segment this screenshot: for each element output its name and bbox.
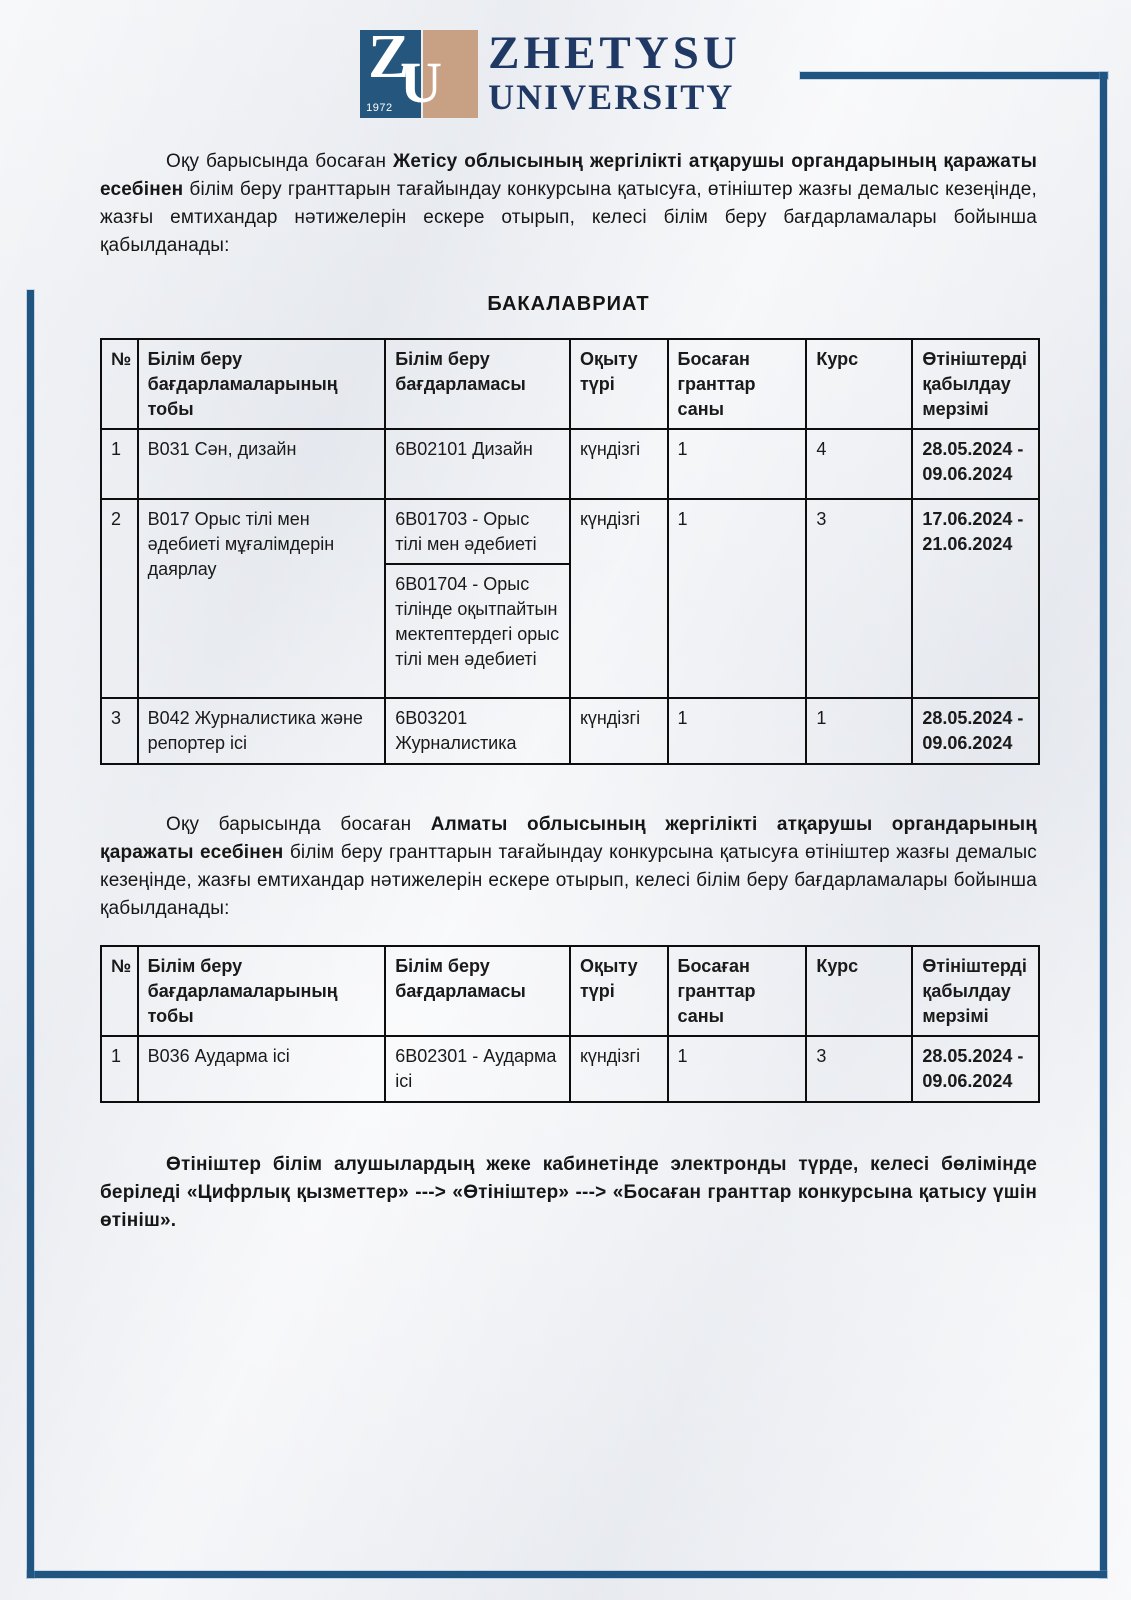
cell-program: 6B02301 - Аударма ісі [385,1036,570,1102]
cell-course: 3 [806,499,912,698]
cell-dates: 28.05.2024 - 09.06.2024 [912,1036,1039,1102]
col-header-grants-count: Босаған гранттар саны [668,946,807,1036]
university-logo-icon [360,23,478,118]
col-header-program: Білім беру бағдарламасы [385,946,570,1036]
university-name-line1: ZHETYSU [488,27,741,79]
document-content [100,0,1037,1235]
university-name [488,27,741,117]
frame-right-line [1100,72,1107,1578]
intro-paragraph-almaty [100,811,1037,923]
col-header-study-form: Оқыту түрі [570,339,668,429]
intro-2-suffix: білім беру гранттарын тағайындау конкурсына қатысуға өтініштер жазғы демалыс кезеңінде, жазғы емтихандар нәтижелерін ескере отырып, келесі білім беру бағдарламалары бойынша қабылданады: [100,842,1037,919]
col-header-num: № [101,946,138,1036]
cell-dates: 28.05.2024 - 09.06.2024 [912,429,1039,499]
table1-header-row [101,339,1039,429]
cell-program: 6B02101 Дизайн [385,429,570,499]
cell-group: B031 Сән, дизайн [138,429,386,499]
col-header-program: Білім беру бағдарламасы [385,339,570,429]
table-row [101,698,1039,764]
university-logo [64,23,1037,118]
cell-study-form: күндізгі [570,1036,668,1102]
cell-num: 1 [101,1036,138,1102]
cell-dates: 17.06.2024 - 21.06.2024 [912,499,1039,698]
cell-group: B036 Аударма ісі [138,1036,386,1102]
frame-left-line [27,290,34,1578]
cell-num: 1 [101,429,138,499]
cell-program: 6B03201 Журналистика [385,698,570,764]
intro-2-prefix: Оқу барысында босаған [166,814,431,835]
col-header-study-form: Оқыту түрі [570,946,668,1036]
cell-study-form: күндізгі [570,499,668,698]
cell-grants-count: 1 [668,698,807,764]
table-row [101,499,1039,564]
cell-course: 4 [806,429,912,499]
cell-grants-count: 1 [668,429,807,499]
cell-num: 2 [101,499,138,698]
cell-group: B017 Орыс тілі мен әдебиеті мұғалімдерін даярлау [138,499,386,698]
intro-2-bold: Алматы облысының жергілікті атқарушы органдарының қаражаты есебінен [100,814,1038,863]
frame-bottom-line [27,1571,1107,1578]
col-header-group: Білім беру бағдарламаларының тобы [138,339,386,429]
cell-course: 3 [806,1036,912,1102]
logo-letter-z: Z [368,23,410,91]
col-header-course: Курс [806,946,912,1036]
col-header-num: № [101,339,138,429]
logo-year: 1972 [366,102,393,114]
footer-note-paragraph: Өтініштер білім алушылардың жеке кабинетінде электронды түрде, келесі бөлімінде беріледі «Цифрлық қызметтер» ---> «Өтініштер» ---> «Босаған гранттар конкурсына қатысу үшін өтініш». [100,1154,1037,1231]
table-row [101,429,1039,499]
cell-grants-count: 1 [668,499,807,698]
table-row [101,1036,1039,1102]
almaty-grants-table [100,945,1040,1103]
col-header-dates: Өтініштерді қабылдау мерзімі [912,946,1039,1036]
intro-paragraph-zhetysu [100,148,1037,260]
col-header-course: Курс [806,339,912,429]
cell-program-b: 6B01704 - Орыс тілінде оқытпайтын мектептердегі орыс тілі мен әдебиеті [385,564,570,698]
section-title-bachelor: БАКАЛАВРИАТ [487,293,650,315]
logo-letter-u: U [400,50,443,115]
table2-header-row [101,946,1039,1036]
intro-1-suffix: білім беру гранттарын тағайындау конкурсына қатысуға, өтініштер жазғы демалыс кезеңінде, жазғы емтихандар нәтижелерін ескере отырып, келесі білім беру бағдарламалары бойынша қабылданады: [100,179,1037,256]
cell-study-form: күндізгі [570,429,668,499]
col-header-group: Білім беру бағдарламаларының тобы [138,946,386,1036]
cell-grants-count: 1 [668,1036,807,1102]
cell-program-a: 6B01703 - Орыс тілі мен әдебиеті [385,499,570,564]
cell-num: 3 [101,698,138,764]
col-header-dates: Өтініштерді қабылдау мерзімі [912,339,1039,429]
cell-course: 1 [806,698,912,764]
bachelor-grants-table [100,338,1040,765]
intro-1-prefix: Оқу барысында босаған [166,151,393,172]
university-name-line2: UNIVERSITY [488,77,735,117]
cell-dates: 28.05.2024 - 09.06.2024 [912,698,1039,764]
cell-group: B042 Журналистика және репортер ісі [138,698,386,764]
intro-1-bold: Жетісу облысының жергілікті атқарушы органдарының қаражаты есебінен [100,151,1038,200]
cell-study-form: күндізгі [570,698,668,764]
col-header-grants-count: Босаған гранттар саны [668,339,807,429]
